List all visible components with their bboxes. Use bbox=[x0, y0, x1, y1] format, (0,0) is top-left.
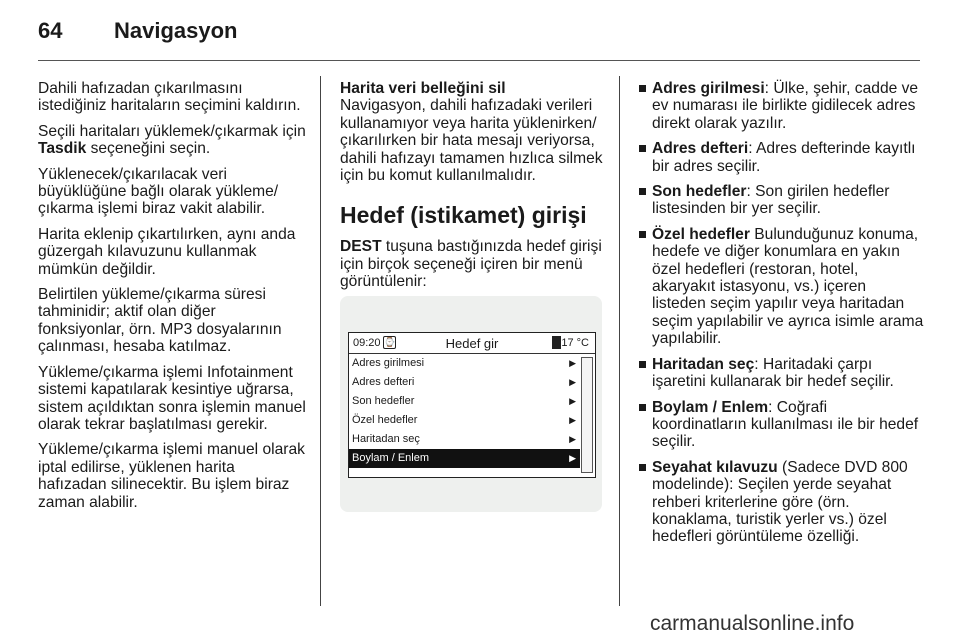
paragraph: Dahili hafızadan çıkarılmasını istediğiniz haritaların seçimini kaldırın. bbox=[38, 80, 301, 115]
paragraph: Harita eklenip çıkartılırken, aynı anda güzergah kılavuzunu kullanmak mümkün değildir. bbox=[38, 225, 296, 278]
menu-item-label: Boylam / Enlem bbox=[352, 452, 430, 464]
chevron-right-icon: ▶ bbox=[569, 377, 576, 387]
description: : Son girilen hedefler listesinden bir yer seçilir. bbox=[652, 183, 890, 218]
menu-item-label: Adres girilmesi bbox=[352, 357, 425, 369]
description: : Adres defterinde kayıtlı bir adres seçilir. bbox=[652, 140, 916, 175]
clock-time: 09:20 bbox=[353, 337, 381, 349]
menu-item-boylam-enlem[interactable] bbox=[349, 449, 580, 468]
term: Seyahat kılavuzu bbox=[652, 458, 778, 476]
dest-key: DEST bbox=[340, 238, 382, 256]
menu-item-label: Son hedefler bbox=[352, 395, 415, 407]
menu-item-haritadan-sec[interactable] bbox=[349, 430, 580, 449]
column-3 bbox=[638, 80, 924, 554]
column-divider-1 bbox=[320, 76, 321, 606]
menu-item-label: Adres defteri bbox=[352, 376, 415, 388]
list-item bbox=[638, 80, 924, 132]
column-1 bbox=[38, 80, 306, 519]
term: Son hedefler bbox=[652, 183, 747, 201]
thermometer-icon bbox=[552, 336, 561, 349]
temperature: 17 °C bbox=[561, 337, 589, 349]
bullet-icon bbox=[639, 188, 646, 195]
chevron-right-icon: ▶ bbox=[569, 434, 576, 444]
list-item bbox=[638, 140, 924, 175]
screen-status-bar bbox=[349, 333, 595, 354]
chevron-right-icon: ▶ bbox=[569, 415, 576, 425]
menu-item-label: Haritadan seç bbox=[352, 433, 420, 445]
term: Haritadan seç bbox=[652, 355, 755, 373]
text: seçeneğini seçin. bbox=[86, 140, 211, 158]
chevron-right-icon: ▶ bbox=[569, 453, 576, 463]
chevron-right-icon: ▶ bbox=[569, 396, 576, 406]
list-item bbox=[638, 459, 924, 546]
term: Adres defteri bbox=[652, 140, 749, 158]
watermark: carmanualsonline.info bbox=[650, 612, 855, 635]
description: (Sadece DVD 800 modelinde): Seçilen yerde seyahat rehberi kriterlerine göre (örn. konaklama, turistik yerler vs.) özel hedefleri görüntüleme özelliği. bbox=[652, 458, 908, 546]
page-header bbox=[38, 18, 238, 44]
header-rule bbox=[38, 60, 920, 61]
tasdik-term: Tasdik bbox=[38, 140, 87, 158]
paragraph bbox=[38, 123, 306, 158]
text: tuşuna bastığınızda hedef girişi için birçok seçeneği içiren bir menü görüntülenir: bbox=[340, 238, 602, 291]
nav-screen bbox=[348, 332, 596, 478]
paragraph: Navigasyon, dahili hafızadaki verileri kullanamıyor veya harita yüklenirken/ çıkarılırken bir hata mesajı veriyorsa, dahili hafızayı tamamen hızlıca silmek için bu komut kullanılmalıdır. bbox=[340, 97, 603, 185]
description: : Coğrafi koordinatların kullanılması ile bir hedef seçilir. bbox=[652, 398, 919, 451]
screen-title: Hedef gir bbox=[445, 336, 499, 351]
column-2 bbox=[340, 80, 606, 299]
subheading: Harita veri belleğini sil bbox=[340, 80, 506, 97]
menu-item-adres-girilmesi[interactable] bbox=[349, 354, 580, 373]
paragraph: Belirtilen yükleme/çıkarma süresi tahminidir; aktif olan diğer fonksiyonlar, örn. MP3 dosyalarının çalınması, hesaba katılmaz. bbox=[38, 286, 282, 356]
bullet-icon bbox=[639, 464, 646, 471]
menu-item-ozel-hedefler[interactable] bbox=[349, 411, 580, 430]
paragraph: Yükleme/çıkarma işlemi manuel olarak iptal edilirse, yüklenen harita hafızadan silinecektir. Bu işlem biraz zaman alabilir. bbox=[38, 441, 305, 511]
bullet-icon bbox=[639, 145, 646, 152]
bullet-icon bbox=[639, 404, 646, 411]
page-number: 64 bbox=[38, 18, 63, 43]
paragraph: Yüklenecek/çıkarılacak veri büyüklüğüne bağlı olarak yükleme/ çıkarma işlemi biraz vakit alabilir. bbox=[38, 165, 279, 218]
list-item bbox=[638, 226, 924, 348]
menu-item-adres-defteri[interactable] bbox=[349, 373, 580, 392]
description: : Haritadaki çarpı işaretini kullanarak bir hedef seçilir. bbox=[652, 355, 894, 391]
bullet-icon bbox=[639, 231, 646, 238]
term: Adres girilmesi bbox=[652, 80, 765, 97]
section-title: Navigasyon bbox=[114, 18, 238, 43]
section-heading: Hedef (istikamet) girişi bbox=[340, 202, 587, 229]
list-item bbox=[638, 356, 924, 391]
column-divider-2 bbox=[619, 76, 620, 606]
bullet-icon bbox=[639, 85, 646, 92]
chevron-right-icon: ▶ bbox=[569, 358, 576, 368]
menu-item-son-hedefler[interactable] bbox=[349, 392, 580, 411]
clock-icon: ⌚ bbox=[384, 337, 396, 347]
text: Seçili haritaları yüklemek/çıkarmak için bbox=[38, 122, 306, 140]
description: : Ülke, şehir, cadde ve ev numarası ile birlikte gidilecek adres direkt olarak yazılır. bbox=[652, 80, 919, 132]
paragraph: Yükleme/çıkarma işlemi Infotainment sistemi kapatılarak kesintiye uğrarsa, sistem açıldıktan sonra işlemin manuel olarak tekrar başlatılması gerekir. bbox=[38, 363, 306, 433]
list-item bbox=[638, 183, 924, 218]
description: Bulunduğunuz konuma, hedefe ve diğer konumlara en yakın özel hedefleri (restoran, hotel, akaryakıt istasyonu, vs.) içeren listeden seçim yapılır veya haritadan seçim yapılabilir ve ayrıca isimle arama yapılabilir. bbox=[652, 225, 924, 348]
paragraph bbox=[340, 238, 606, 290]
menu-item-label: Özel hedefler bbox=[352, 414, 418, 426]
term: Özel hedefler bbox=[652, 225, 750, 243]
term: Boylam / Enlem bbox=[652, 398, 769, 416]
nav-screen-figure bbox=[340, 296, 602, 512]
list-item bbox=[638, 399, 924, 451]
scrollbar[interactable] bbox=[581, 357, 593, 473]
bullet-icon bbox=[639, 361, 646, 368]
